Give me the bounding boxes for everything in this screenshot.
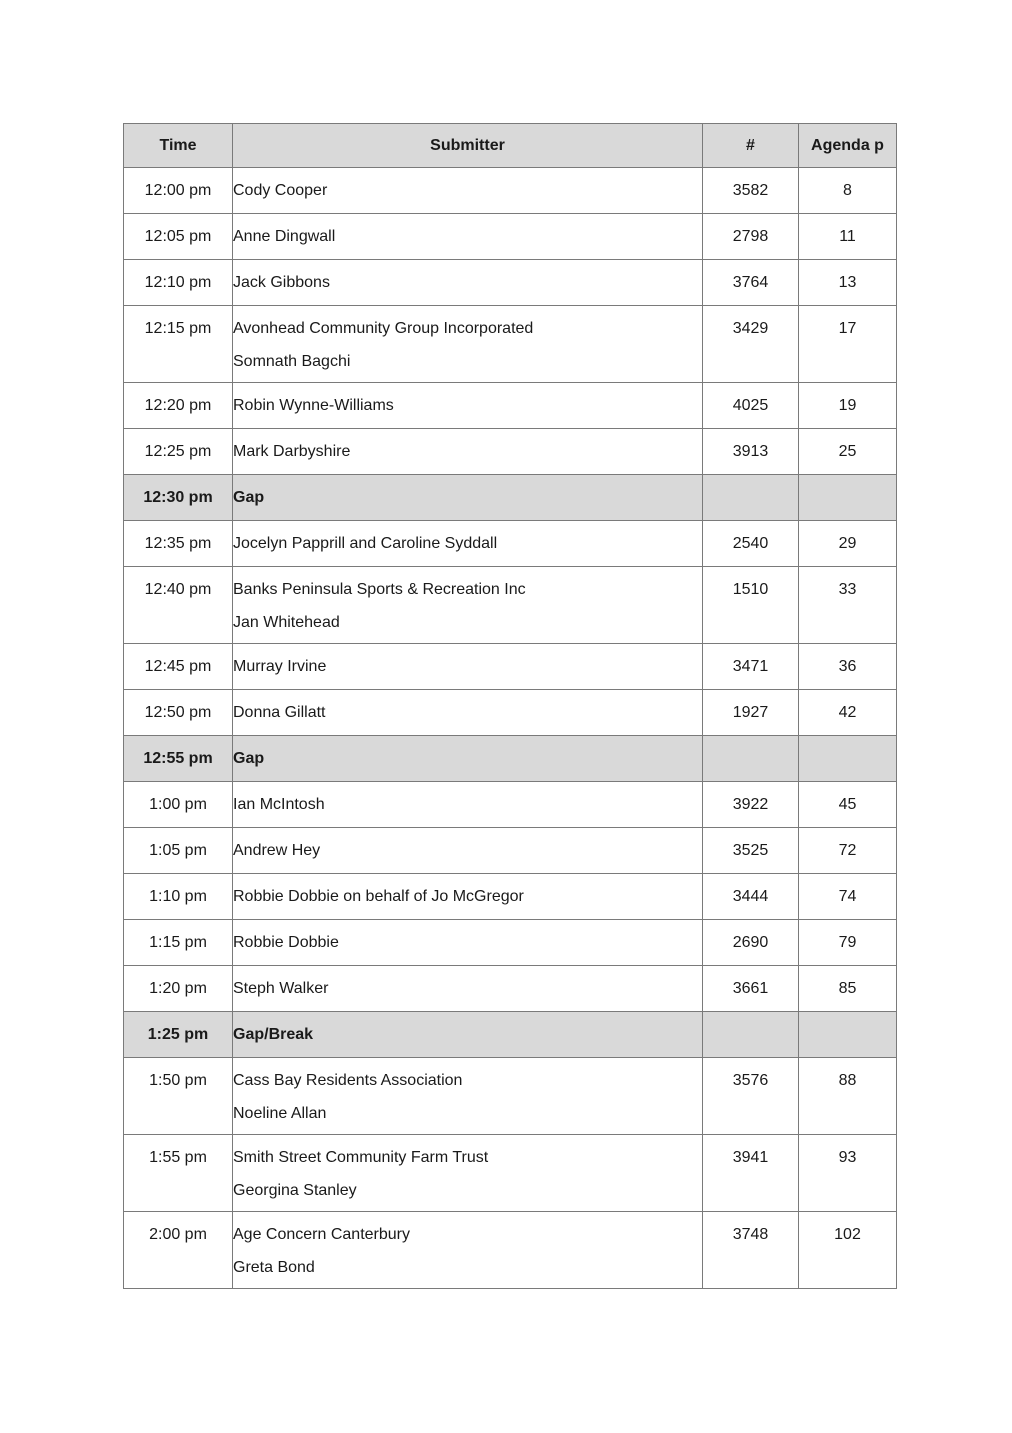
- submitter-lines: [233, 260, 702, 293]
- agenda-page-cell: [799, 966, 897, 1012]
- submission-number-cell: [703, 966, 799, 1012]
- submission-number-cell-text: 3429: [732, 320, 769, 337]
- time-cell: [124, 1058, 233, 1135]
- submission-number-cell-text: 3576: [732, 1072, 769, 1089]
- submitter-name: Jack Gibbons: [233, 274, 330, 291]
- agenda-page-cell-text: [799, 475, 896, 488]
- time-cell-text: 12:10 pm: [144, 274, 212, 291]
- agenda-page-cell: [799, 521, 897, 567]
- submission-number-cell-text: [703, 736, 798, 749]
- table-row: [124, 874, 897, 920]
- submitter-cell: [233, 1058, 703, 1135]
- submission-number-cell-text: 3913: [732, 443, 769, 460]
- table-row: [124, 429, 897, 475]
- table-row: [124, 521, 897, 567]
- agenda-page-cell: [799, 1058, 897, 1135]
- agenda-page-cell-text: 13: [838, 274, 857, 291]
- submitter-cell: [233, 168, 703, 214]
- time-cell: [124, 828, 233, 874]
- submission-number-cell: [703, 306, 799, 383]
- time-cell-text: 12:55 pm: [143, 750, 213, 767]
- submitter-representative: Greta Bond: [233, 1259, 315, 1276]
- submitter-lines: [233, 644, 702, 677]
- time-cell-text: 1:20 pm: [149, 980, 207, 997]
- submission-number-cell-text: 3582: [732, 182, 769, 199]
- agenda-page-cell-text: 93: [838, 1149, 857, 1166]
- submitter-lines: [233, 874, 702, 907]
- submission-number-cell: [703, 475, 799, 521]
- submitter-name: Gap: [233, 489, 265, 506]
- time-cell-text: 12:00 pm: [144, 182, 212, 199]
- time-cell: [124, 306, 233, 383]
- header-number: #: [703, 124, 799, 168]
- table-row: [124, 383, 897, 429]
- header-agenda-page: Agenda p: [799, 124, 897, 168]
- table-row: [124, 782, 897, 828]
- submitter-representative: Somnath Bagchi: [233, 353, 351, 370]
- submitter-lines: [233, 214, 702, 247]
- table-row: [124, 690, 897, 736]
- submitter-lines: [233, 521, 702, 554]
- table-row: [124, 828, 897, 874]
- submitter-lines: [233, 1058, 702, 1124]
- gap-row: [124, 1012, 897, 1058]
- submitter-cell: [233, 306, 703, 383]
- submission-number-cell: [703, 874, 799, 920]
- agenda-page-cell: [799, 1012, 897, 1058]
- agenda-page-cell: [799, 260, 897, 306]
- agenda-page-cell-text: 72: [838, 842, 857, 859]
- agenda-page-cell-text: 74: [838, 888, 857, 905]
- submitter-lines: [233, 383, 702, 416]
- gap-row: [124, 475, 897, 521]
- agenda-page-cell-text: 42: [838, 704, 857, 721]
- agenda-page-cell: [799, 306, 897, 383]
- time-cell: [124, 782, 233, 828]
- submission-number-cell-text: 3471: [732, 658, 769, 675]
- time-cell-text: 12:20 pm: [144, 397, 212, 414]
- time-cell-text: 12:30 pm: [143, 489, 213, 506]
- time-cell: [124, 429, 233, 475]
- submission-number-cell: [703, 260, 799, 306]
- agenda-page-cell: [799, 828, 897, 874]
- table-row: [124, 1135, 897, 1212]
- submitter-name: Cody Cooper: [233, 182, 328, 199]
- time-cell: [124, 644, 233, 690]
- submitter-representative: Noeline Allan: [233, 1105, 327, 1122]
- submitter-cell: [233, 383, 703, 429]
- time-cell-text: 12:25 pm: [144, 443, 212, 460]
- submission-number-cell: [703, 1012, 799, 1058]
- agenda-page-cell-text: 102: [834, 1226, 861, 1243]
- time-cell-text: 12:50 pm: [144, 704, 212, 721]
- gap-row: [124, 736, 897, 782]
- submission-number-cell-text: 3748: [732, 1226, 769, 1243]
- submitter-lines: [233, 1135, 702, 1201]
- submitter-cell: [233, 475, 703, 521]
- submitter-cell: [233, 260, 703, 306]
- submitter-lines: [233, 168, 702, 201]
- submitter-name: Anne Dingwall: [233, 228, 336, 245]
- submission-number-cell: [703, 644, 799, 690]
- agenda-page-cell: [799, 475, 897, 521]
- submission-number-cell: [703, 214, 799, 260]
- submitter-lines: [233, 966, 702, 999]
- agenda-page-cell-text: 11: [839, 228, 856, 245]
- submitter-lines: [233, 306, 702, 372]
- hearing-schedule-table: [123, 123, 897, 1289]
- submission-number-cell-text: 4025: [732, 397, 769, 414]
- time-cell: [124, 966, 233, 1012]
- submission-number-cell: [703, 828, 799, 874]
- time-cell: [124, 521, 233, 567]
- header-submitter: Submitter: [233, 124, 703, 168]
- table-row: [124, 306, 897, 383]
- agenda-page-cell-text: 79: [838, 934, 857, 951]
- submitter-lines: [233, 782, 702, 815]
- time-cell-text: 1:00 pm: [149, 796, 207, 813]
- time-cell-text: 1:50 pm: [149, 1072, 207, 1089]
- submitter-name: Banks Peninsula Sports & Recreation Inc: [233, 581, 526, 598]
- table-row: [124, 644, 897, 690]
- time-cell: [124, 1135, 233, 1212]
- agenda-page-cell: [799, 874, 897, 920]
- agenda-page-cell-text: 8: [843, 182, 852, 199]
- submission-number-cell: [703, 1135, 799, 1212]
- submitter-name: Age Concern Canterbury: [233, 1226, 410, 1243]
- submitter-lines: [233, 828, 702, 861]
- table-row: [124, 966, 897, 1012]
- submitter-name: Robbie Dobbie: [233, 934, 339, 951]
- time-cell-text: 12:15 pm: [144, 320, 212, 337]
- agenda-page-cell-text: 85: [838, 980, 857, 997]
- submitter-cell: [233, 521, 703, 567]
- submitter-cell: [233, 874, 703, 920]
- submitter-lines: [233, 475, 702, 508]
- time-cell-text: 1:25 pm: [147, 1026, 209, 1043]
- agenda-page-cell-text: [799, 1012, 896, 1025]
- submission-number-cell: [703, 690, 799, 736]
- time-cell-text: 12:40 pm: [144, 581, 212, 598]
- header-time: Time: [124, 124, 233, 168]
- table-row: [124, 1058, 897, 1135]
- submission-number-cell: [703, 521, 799, 567]
- submitter-cell: [233, 214, 703, 260]
- agenda-page-cell-text: 17: [838, 320, 857, 337]
- agenda-page-cell: [799, 920, 897, 966]
- submitter-name: Donna Gillatt: [233, 704, 326, 721]
- submission-number-cell-text: 2798: [732, 228, 769, 245]
- submitter-cell: [233, 966, 703, 1012]
- submission-number-cell-text: [703, 1012, 798, 1025]
- submitter-name: Avonhead Community Group Incorporated: [233, 320, 534, 337]
- table-row: [124, 214, 897, 260]
- table-body: [124, 168, 897, 1289]
- submission-number-cell-text: 2690: [732, 934, 769, 951]
- submission-number-cell: [703, 567, 799, 644]
- submission-number-cell: [703, 1212, 799, 1289]
- agenda-page-cell-text: 36: [838, 658, 857, 675]
- submitter-representative: Georgina Stanley: [233, 1182, 357, 1199]
- submission-number-cell-text: 3525: [732, 842, 769, 859]
- submission-number-cell: [703, 168, 799, 214]
- submission-number-cell-text: 3444: [732, 888, 769, 905]
- submitter-name: Gap: [233, 750, 265, 767]
- submitter-cell: [233, 782, 703, 828]
- submission-number-cell-text: 3764: [732, 274, 769, 291]
- agenda-page-cell: [799, 1212, 897, 1289]
- time-cell: [124, 567, 233, 644]
- agenda-page-cell-text: 33: [838, 581, 857, 598]
- agenda-page-cell: [799, 168, 897, 214]
- time-cell-text: 12:35 pm: [144, 535, 212, 552]
- agenda-page-cell-text: [799, 736, 896, 749]
- submission-number-cell-text: 1927: [732, 704, 769, 721]
- submitter-name: Gap/Break: [233, 1026, 314, 1043]
- header-row: [124, 124, 897, 168]
- submitter-name: Steph Walker: [233, 980, 329, 997]
- table-row: [124, 567, 897, 644]
- submitter-lines: [233, 920, 702, 953]
- time-cell: [124, 260, 233, 306]
- submitter-name: Cass Bay Residents Association: [233, 1072, 463, 1089]
- submitter-cell: [233, 429, 703, 475]
- submitter-cell: [233, 1012, 703, 1058]
- agenda-page-cell: [799, 1135, 897, 1212]
- submitter-cell: [233, 690, 703, 736]
- time-cell: [124, 920, 233, 966]
- agenda-page-cell-text: 88: [838, 1072, 857, 1089]
- time-cell: [124, 874, 233, 920]
- submitter-name: Mark Darbyshire: [233, 443, 351, 460]
- agenda-page-cell: [799, 383, 897, 429]
- time-cell: [124, 1212, 233, 1289]
- time-cell-text: 12:05 pm: [144, 228, 212, 245]
- submission-number-cell: [703, 736, 799, 782]
- time-cell: [124, 475, 233, 521]
- agenda-page-cell: [799, 736, 897, 782]
- submitter-lines: [233, 1012, 702, 1045]
- submission-number-cell: [703, 782, 799, 828]
- submission-number-cell: [703, 429, 799, 475]
- agenda-page-cell: [799, 782, 897, 828]
- submitter-name: Robbie Dobbie on behalf of Jo McGregor: [233, 888, 524, 905]
- submission-number-cell-text: 3661: [732, 980, 769, 997]
- time-cell-text: 2:00 pm: [149, 1226, 207, 1243]
- time-cell-text: 12:45 pm: [144, 658, 212, 675]
- submitter-name: Jocelyn Papprill and Caroline Syddall: [233, 535, 498, 552]
- time-cell-text: 1:05 pm: [149, 842, 207, 859]
- submitter-cell: [233, 920, 703, 966]
- submitter-cell: [233, 1135, 703, 1212]
- agenda-page-cell-text: 19: [838, 397, 857, 414]
- submission-number-cell-text: 1510: [732, 581, 769, 598]
- agenda-page-cell: [799, 429, 897, 475]
- submitter-name: Andrew Hey: [233, 842, 321, 859]
- time-cell-text: 1:55 pm: [149, 1149, 207, 1166]
- submitter-name: Smith Street Community Farm Trust: [233, 1149, 489, 1166]
- submitter-cell: [233, 828, 703, 874]
- submitter-lines: [233, 1212, 702, 1278]
- submitter-cell: [233, 567, 703, 644]
- table-row: [124, 168, 897, 214]
- agenda-page-cell-text: 29: [838, 535, 857, 552]
- submission-number-cell: [703, 920, 799, 966]
- submitter-cell: [233, 1212, 703, 1289]
- time-cell: [124, 168, 233, 214]
- time-cell: [124, 736, 233, 782]
- submitter-representative: Jan Whitehead: [233, 614, 340, 631]
- agenda-page-cell: [799, 214, 897, 260]
- submission-number-cell: [703, 383, 799, 429]
- submission-number-cell: [703, 1058, 799, 1135]
- submitter-lines: [233, 736, 702, 769]
- submitter-lines: [233, 429, 702, 462]
- submitter-name: Robin Wynne-Williams: [233, 397, 394, 414]
- time-cell: [124, 690, 233, 736]
- submission-number-cell-text: 2540: [732, 535, 769, 552]
- table-row: [124, 260, 897, 306]
- submitter-cell: [233, 736, 703, 782]
- agenda-page-cell-text: 25: [838, 443, 857, 460]
- submitter-name: Ian McIntosh: [233, 796, 325, 813]
- agenda-page-cell: [799, 567, 897, 644]
- submitter-lines: [233, 567, 702, 633]
- time-cell: [124, 383, 233, 429]
- agenda-page-cell-text: 45: [838, 796, 857, 813]
- submitter-cell: [233, 644, 703, 690]
- table-row: [124, 1212, 897, 1289]
- time-cell-text: 1:10 pm: [149, 888, 207, 905]
- time-cell: [124, 214, 233, 260]
- submission-number-cell-text: 3941: [732, 1149, 769, 1166]
- time-cell: [124, 1012, 233, 1058]
- submission-number-cell-text: 3922: [732, 796, 769, 813]
- submitter-name: Murray Irvine: [233, 658, 327, 675]
- agenda-page-cell: [799, 690, 897, 736]
- submitter-lines: [233, 690, 702, 723]
- table-row: [124, 920, 897, 966]
- submission-number-cell-text: [703, 475, 798, 488]
- time-cell-text: 1:15 pm: [149, 934, 207, 951]
- agenda-page-cell: [799, 644, 897, 690]
- table-header: [124, 124, 897, 168]
